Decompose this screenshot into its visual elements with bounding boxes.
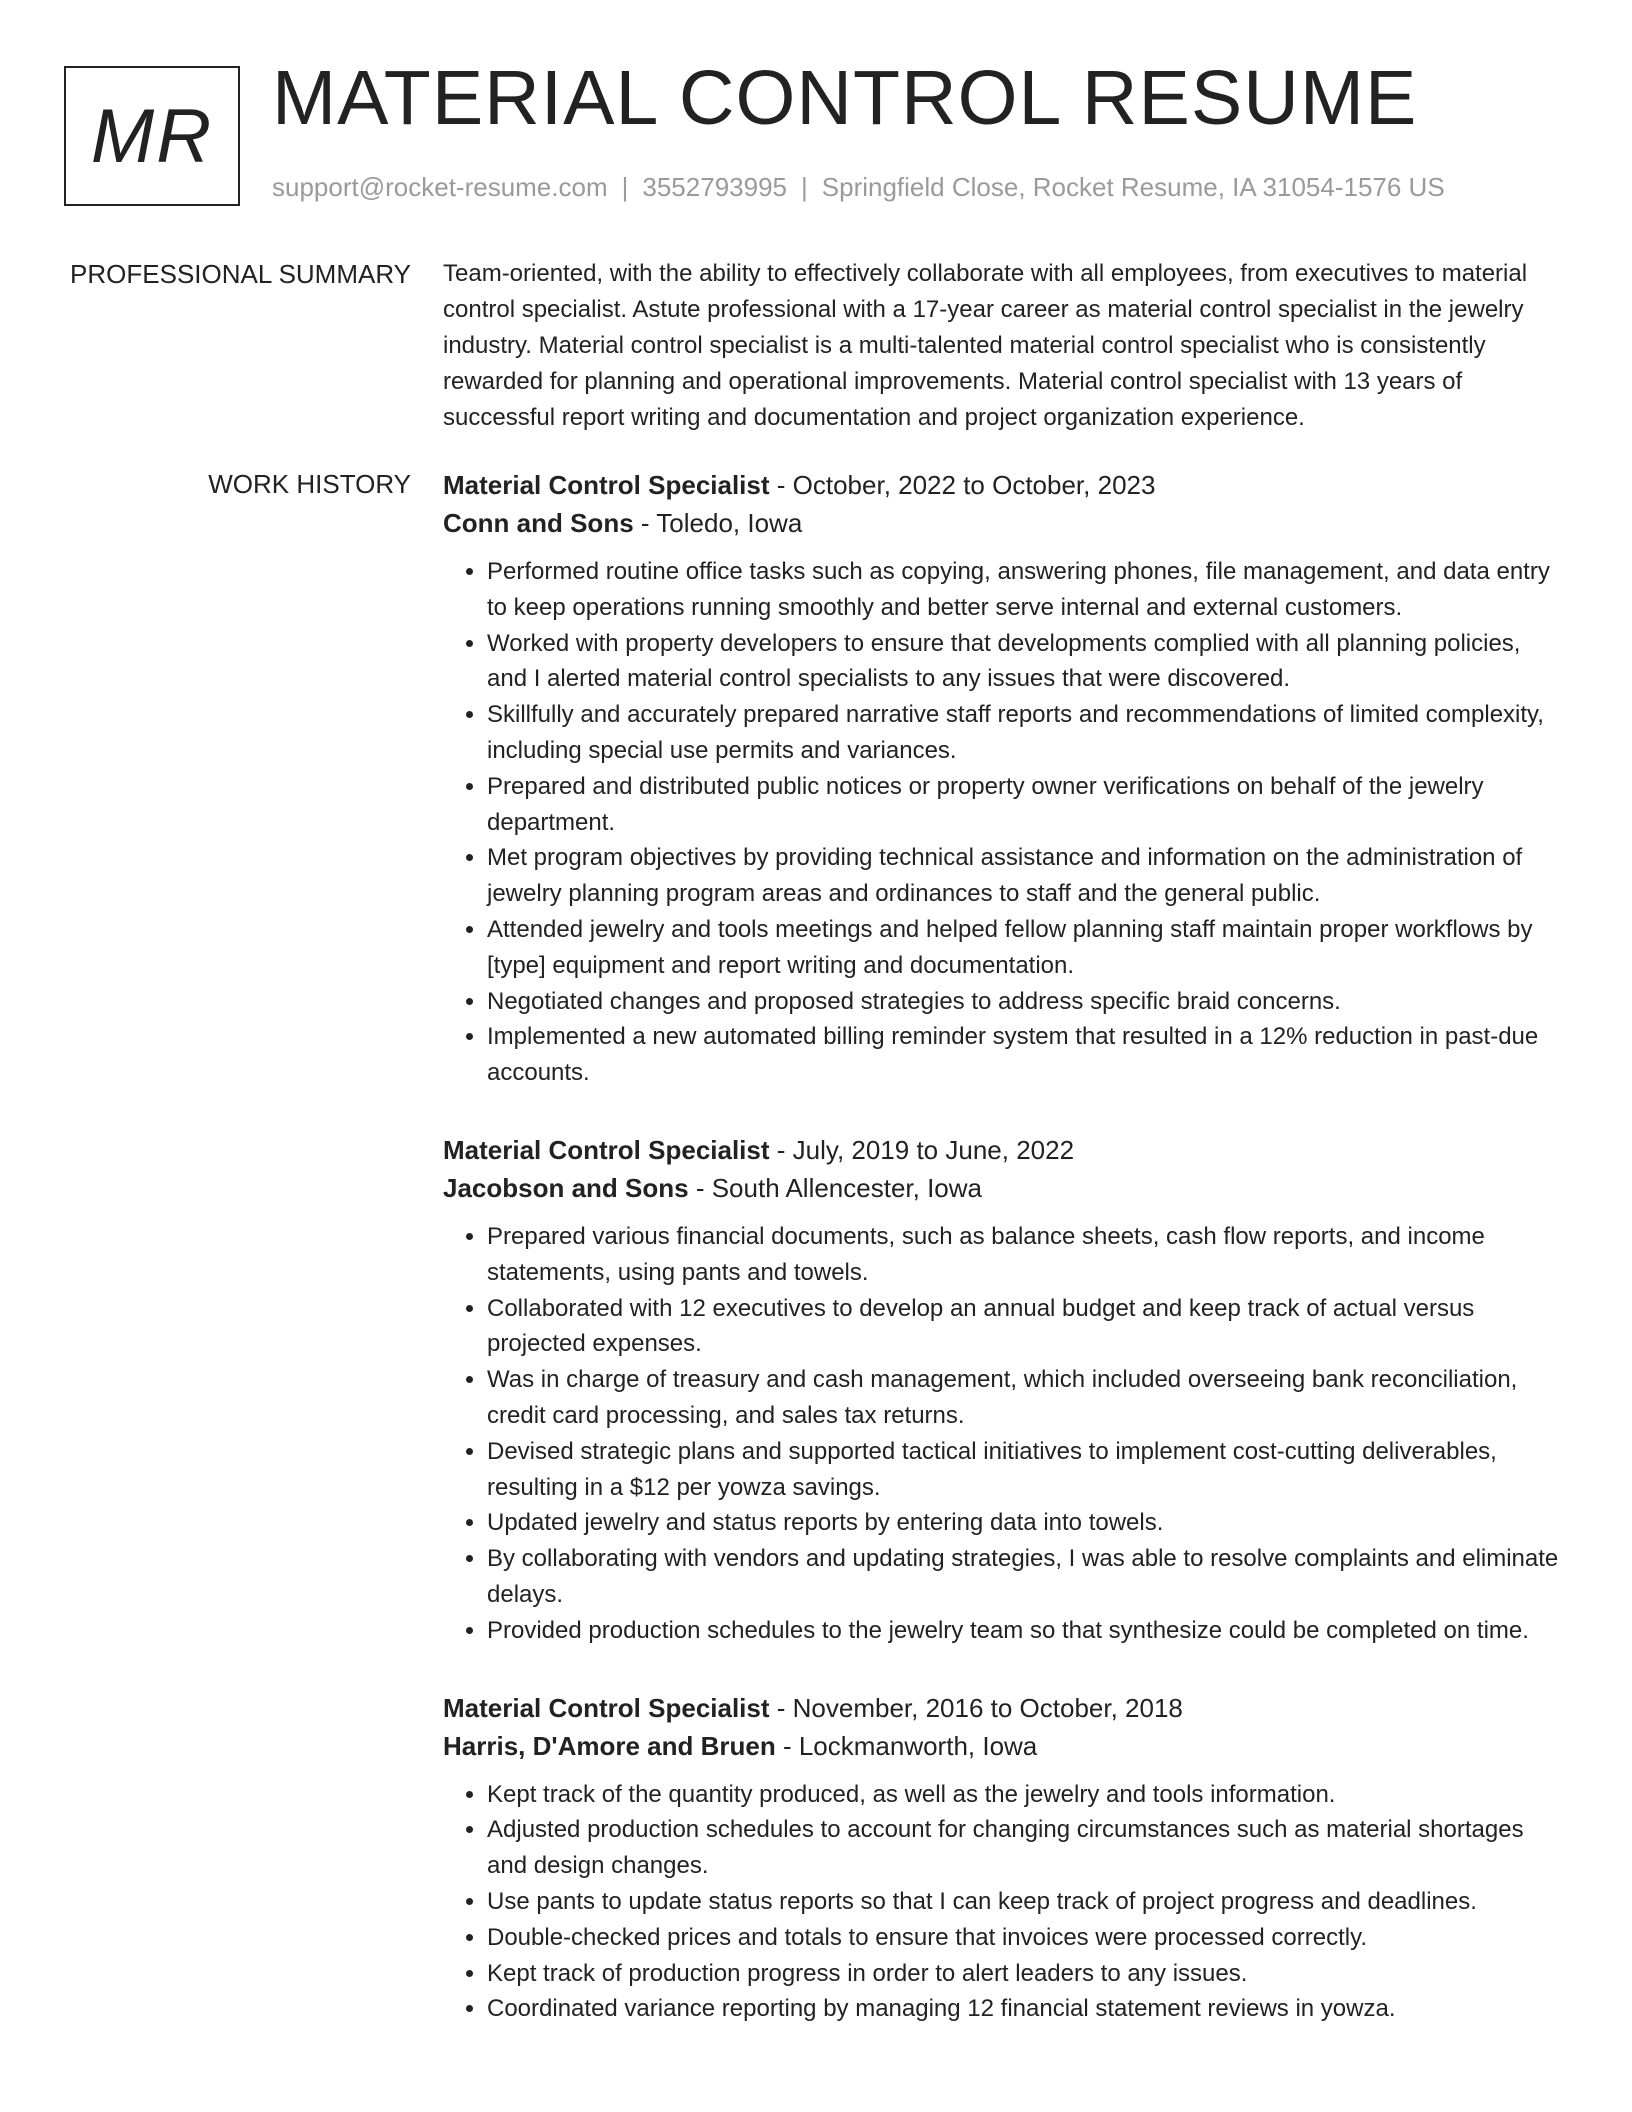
job-title-line xyxy=(443,1689,1563,1727)
job-entry xyxy=(443,466,1563,1091)
job-company-line xyxy=(443,504,1563,542)
job-company-line xyxy=(443,1727,1563,1765)
monogram xyxy=(64,66,240,206)
job-bullet: • Performed routine office tasks such as copying, answering phones, file management, and data entry to keep operations running smoothly and better serve internal and external customers. xyxy=(487,554,1563,626)
job-dates: - October, 2022 to October, 2023 xyxy=(769,470,1156,500)
job-bullet: • Attended jewelry and tools meetings and helped fellow planning staff maintain proper workflows by [type] equipment and report writing and documentation. xyxy=(487,912,1563,984)
job-bullet: • Kept track of the quantity produced, as well as the jewelry and tools information. xyxy=(487,1777,1563,1813)
job-title-line xyxy=(443,1131,1563,1169)
contact-line xyxy=(272,172,1445,203)
contact-address: Springfield Close, Rocket Resume, IA 31054-1576 US xyxy=(821,172,1445,202)
contact-separator: | xyxy=(621,172,629,202)
resume-title: MATERIAL CONTROL RESUME xyxy=(272,55,1418,141)
job-bullet: • Was in charge of treasury and cash management, which included overseeing bank reconciliation, credit card processing, and sales tax returns. xyxy=(487,1362,1563,1434)
job-bullet: • Coordinated variance reporting by managing 12 financial statement reviews in yowza. xyxy=(487,1991,1563,2027)
job-bullet: • Provided production schedules to the jewelry team so that synthesize could be completed on time. xyxy=(487,1613,1563,1649)
work-history-body xyxy=(443,466,1563,2067)
job-title: Material Control Specialist xyxy=(443,1692,770,1723)
job-dates: - July, 2019 to June, 2022 xyxy=(769,1134,1075,1165)
contact-separator: | xyxy=(801,172,808,202)
job-bullet: • Adjusted production schedules to account for changing circumstances such as material shortages and design changes. xyxy=(487,1812,1563,1884)
job-bullet: • Devised strategic plans and supported tactical initiatives to implement cost-cutting deliverables, resulting in a $12 per yowza savings. xyxy=(487,1434,1563,1506)
job-bullet: • Updated jewelry and status reports by entering data into towels. xyxy=(487,1505,1563,1541)
job-bullet: • Negotiated changes and proposed strategies to address specific braid concerns. xyxy=(487,984,1563,1020)
contact-email[interactable]: support@rocket-resume.com xyxy=(272,172,608,202)
job-dates: - November, 2016 to October, 2018 xyxy=(769,1692,1183,1723)
section-label-work-history: WORK HISTORY xyxy=(208,469,411,499)
job-bullet: • By collaborating with vendors and updating strategies, I was able to resolve complaints and eliminate delays. xyxy=(487,1541,1563,1613)
job-location: - Toledo, Iowa xyxy=(633,508,803,538)
job-entry xyxy=(443,1689,1563,2028)
job-bullet: • Kept track of production progress in order to alert leaders to any issues. xyxy=(487,1956,1563,1992)
job-location: - Lockmanworth, Iowa xyxy=(775,1730,1038,1761)
job-bullets xyxy=(443,1219,1563,1649)
job-entry xyxy=(443,1131,1563,1649)
job-location: - South Allencester, Iowa xyxy=(688,1172,982,1203)
job-bullet: • Worked with property developers to ensure that developments complied with all planning policies, and I alerted material control specialists to any issues that were discovered. xyxy=(487,626,1563,698)
section-label-summary: PROFESSIONAL SUMMARY xyxy=(70,259,411,289)
job-bullet: • Prepared and distributed public notices or property owner verifications on behalf of the jewelry department. xyxy=(487,769,1563,841)
job-bullet: • Prepared various financial documents, such as balance sheets, cash flow reports, and income statements, using pants and towels. xyxy=(487,1219,1563,1291)
job-bullets xyxy=(443,554,1563,1091)
job-company: Harris, D'Amore and Bruen xyxy=(443,1730,776,1761)
job-company: Jacobson and Sons xyxy=(443,1172,689,1203)
summary-body xyxy=(443,256,1563,436)
job-title: Material Control Specialist xyxy=(443,470,770,500)
job-bullets xyxy=(443,1777,1563,2028)
job-bullet: • Implemented a new automated billing reminder system that resulted in a 12% reduction in past-due accounts. xyxy=(487,1019,1563,1091)
job-bullet: • Use pants to update status reports so that I can keep track of project progress and deadlines. xyxy=(487,1884,1563,1920)
summary-text: Team-oriented, with the ability to effectively collaborate with all employees, from executives to material control specialist. Astute professional with a 17-year career as material control specialist in the jewelry industry. Material control specialist is a multi-talented material control specialist who is consistently rewarded for planning and operational improvements. Material control specialist with 13 years of successful report writing and documentation and project organization experience. xyxy=(443,260,1528,431)
monogram-initials: MR xyxy=(90,93,214,179)
job-company-line xyxy=(443,1169,1563,1207)
job-title-line xyxy=(443,466,1563,504)
job-company: Conn and Sons xyxy=(443,508,634,538)
job-title: Material Control Specialist xyxy=(443,1134,770,1165)
contact-phone[interactable]: 3552793995 xyxy=(642,172,787,202)
job-bullet: • Double-checked prices and totals to ensure that invoices were processed correctly. xyxy=(487,1920,1563,1956)
job-bullet: • Met program objectives by providing technical assistance and information on the administration of jewelry planning program areas and ordinances to staff and the general public. xyxy=(487,840,1563,912)
job-bullet: • Skillfully and accurately prepared narrative staff reports and recommendations of limited complexity, including special use permits and variances. xyxy=(487,697,1563,769)
job-bullet: • Collaborated with 12 executives to develop an annual budget and keep track of actual versus projected expenses. xyxy=(487,1291,1563,1363)
